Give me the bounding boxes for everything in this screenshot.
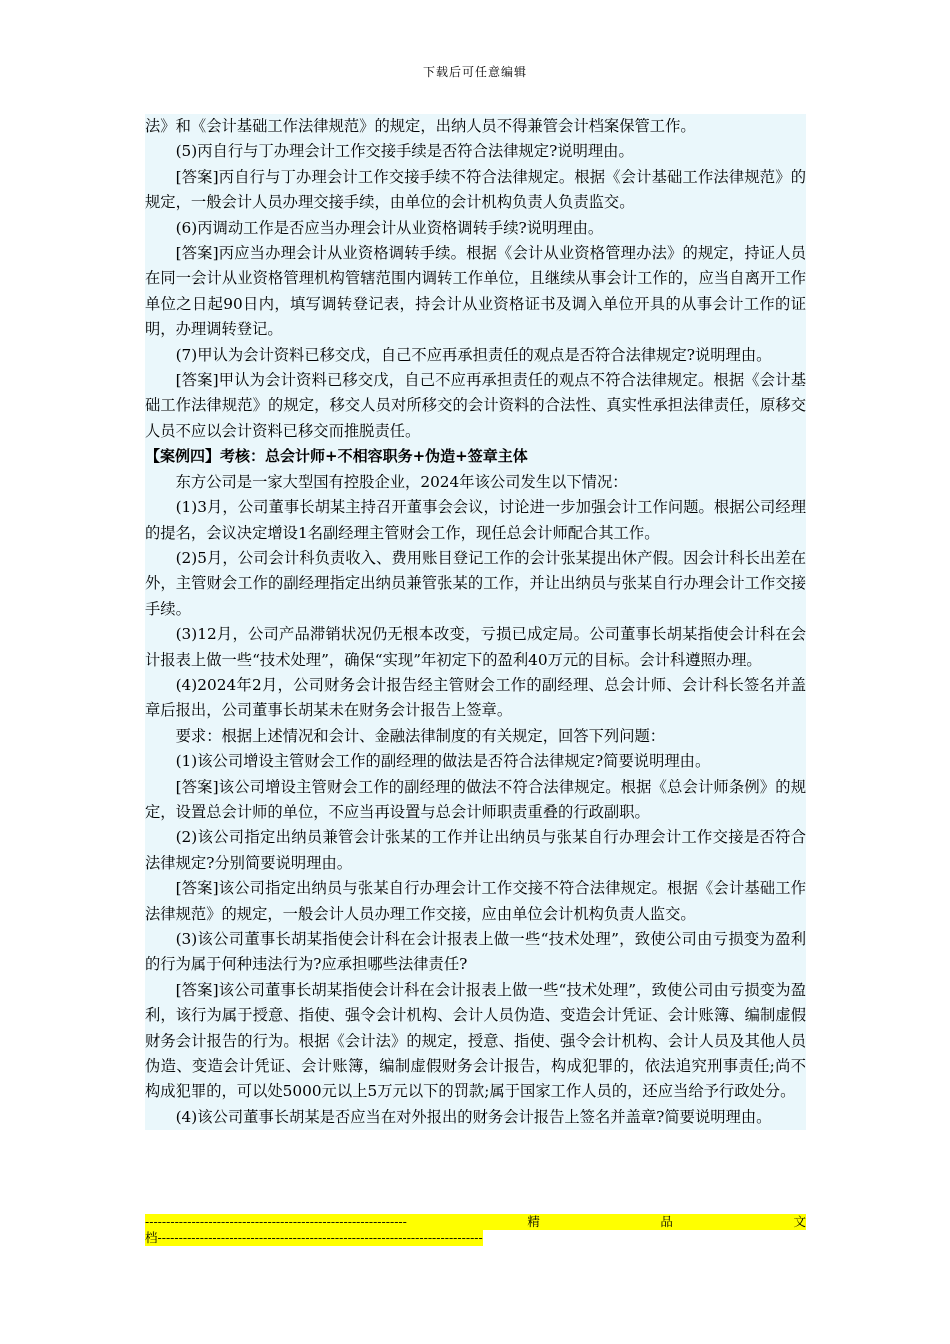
question-paragraph: (4)该公司董事长胡某是否应当在对外报出的财务会计报告上签名并盖章?简要说明理由。 (175, 1107, 772, 1126)
answer-paragraph: [答案]该公司董事长胡某指使会计科在会计报表上做一些“技术处理”，致使公司由亏损变为盈利，该行为属于授意、指使、强令会计机构、会计人员伪造、变造会计凭证、会计账簿、编制虚假财务会计报告的行为。根据《会计法》的规定，授意、指使、强令会计机构、会计人员及其他人员伪造、变造会计凭证、会计账簿，编制虚假财务会计报告，构成犯罪的，依法追究刑事责任;尚不构成犯罪的，可以处5000元以上5万元以下的罚款;属于国家工作人员的，还应当给予行政处分。 (145, 980, 806, 1101)
footer-line-1 (145, 1214, 806, 1230)
footer-char: 文 (793, 1214, 806, 1229)
case-fact-paragraph: (3)12月，公司产品滞销状况仍无根本改变，亏损已成定局。公司董事长胡某指使会计科在会计报表上做一些“技术处理”，确保“实现”年初定下的盈利40万元的目标。会计科遵照办理。 (145, 625, 806, 669)
requirement-paragraph: 要求：根据上述情况和会计、金融法律制度的有关规定，回答下列问题： (175, 726, 666, 745)
document-body (145, 114, 806, 1130)
answer-paragraph: [答案]该公司增设主管财会工作的副经理的做法不符合法律规定。根据《总会计师条例》的规定，设置总会计师的单位，不应当再设置与总会计师职责重叠的行政副职。 (145, 777, 806, 821)
footer-char: 品 (660, 1214, 673, 1229)
question-paragraph: (7)甲认为会计资料已移交戊，自己不应再承担责任的观点是否符合法律规定?说明理由。 (175, 345, 772, 364)
footer-char: 精 (527, 1214, 540, 1229)
case-intro: 东方公司是一家大型国有控股企业，2024年该公司发生以下情况： (175, 472, 628, 491)
question-paragraph: (5)丙自行与丁办理会计工作交接手续是否符合法律规定?说明理由。 (175, 142, 634, 161)
question-paragraph: (2)该公司指定出纳员兼管会计张某的工作并让出纳员与张某自行办理会计工作交接是否符合法律规定?分别简要说明理由。 (145, 828, 806, 872)
question-paragraph: (3)该公司董事长胡某指使会计科在会计报表上做一些“技术处理”，致使公司由亏损变为盈利的行为属于何种违法行为?应承担哪些法律责任? (145, 930, 806, 974)
answer-paragraph: [答案]该公司指定出纳员与张某自行办理会计工作交接不符合法律规定。根据《会计基础工作法律规范》的规定，一般会计人员办理工作交接，应由单位会计机构负责人监交。 (145, 879, 806, 923)
page-header: 下载后可任意编辑 (422, 65, 527, 79)
answer-paragraph: [答案]甲认为会计资料已移交戊，自己不应再承担责任的观点不符合法律规定。根据《会计基础工作法律规范》的规定，移交人员对所移交的会计资料的合法性、真实性承担法律责任，原移交人员不应以会计资料已移交而推脱责任。 (145, 371, 806, 440)
question-paragraph: (6)丙调动工作是否应当办理会计从业资格调转手续?说明理由。 (175, 218, 604, 237)
paragraph: 法》和《会计基础工作法律规范》的规定，出纳人员不得兼管会计档案保管工作。 (145, 117, 696, 135)
footer-dashes: ----------------------------------------------------------------------------- (157, 1230, 483, 1245)
page-footer (145, 1214, 806, 1246)
answer-paragraph: [答案]丙自行与丁办理会计工作交接手续不符合法律规定。根据《会计基础工作法律规范》的规定，一般会计人员办理交接手续，由单位的会计机构负责人负责监交。 (145, 167, 806, 212)
case-heading: 【案例四】考核：总会计师+不相容职务+伪造+签章主体 (145, 447, 528, 466)
footer-dashes: -------------------------------------------------------------- (145, 1214, 407, 1229)
case-fact-paragraph: (4)2024年2月，公司财务会计报告经主管财会工作的副经理、总会计师、会计科长签名并盖章后报出，公司董事长胡某未在财务会计报告上签章。 (145, 675, 806, 720)
case-fact-paragraph: (1)3月，公司董事长胡某主持召开董事会会议，讨论进一步加强会计工作问题。根据公司经理的提名，会议决定增设1名副经理主管财会工作，现任总会计师配合其工作。 (145, 498, 806, 542)
case-fact-paragraph: (2)5月，公司会计科负责收入、费用账目登记工作的会计张某提出休产假。因会计科长出差在外，主管财会工作的副经理指定出纳员兼管张某的工作，并让出纳员与张某自行办理会计工作交接手续。 (145, 548, 806, 618)
footer-line-2 (145, 1230, 483, 1246)
footer-char: 档 (145, 1230, 158, 1245)
answer-paragraph: [答案]丙应当办理会计从业资格调转手续。根据《会计从业资格管理办法》的规定，持证人员在同一会计从业资格管理机构管辖范围内调转工作单位，且继续从事会计工作的，应当自离开工作单位之日起90日内，填写调转登记表，持会计从业资格证书及调入单位开具的从事会计工作的证明，办理调转登记。 (145, 244, 806, 339)
question-paragraph: (1)该公司增设主管财会工作的副经理的做法是否符合法律规定?简要说明理由。 (175, 752, 711, 771)
